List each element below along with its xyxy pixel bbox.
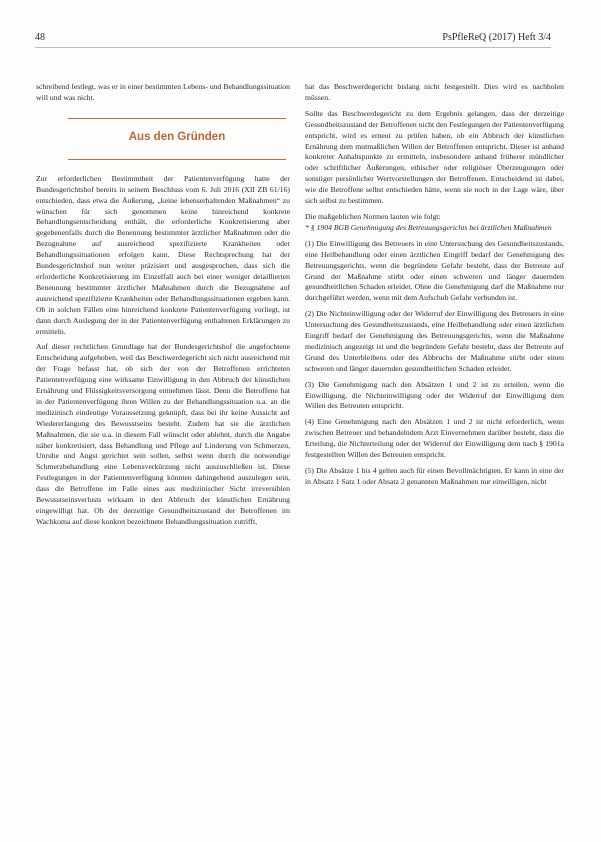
norm-paragraph: (5) Die Absätze 1 bis 4 gelten auch für einen Bevollmächtigten. Er kann in eine der in Absatz 1 Satz 1 oder Absatz 2 genannten Maßnahmen nur einwilligen, nicht (305, 466, 564, 486)
body-paragraph: Sollte das Beschwerdegericht zu dem Ergebnis gelangen, dass der derzeitige Gesundheitszustand der Betroffenen nicht den Festlegungen der Patientenverfügung entspricht, wird es erneut zu prüfen haben, ob ein Abbruch der künstlichen Ernährung dem mutmaßlichen Willen der Betroffenen entspricht. Dieser ist anhand konkreter Anhaltspunkte zu ermitteln, insbesondere anhand früherer mündlicher oder schriftlicher Äußerungen, ethischer oder religiöser Überzeugungen oder sonstiger persönlicher Wertvorstellungen der Betroffenen. Entscheidend ist dabei, wie die Betroffene selbst entschieden hätte, wenn sie noch in der Lage wäre, über sich selbst zu bestimmen. (305, 108, 564, 206)
left-column (36, 82, 290, 533)
journal-reference: PsPfleReQ (2017) Heft 3/4 (442, 32, 551, 43)
header-rule (35, 47, 551, 48)
left-intro-paragraph: schreibend festlegt, was er in einer bestimmten Lebens- und Behandlungssituation will und was nicht. (36, 82, 290, 102)
right-intro-paragraph: hat das Beschwerdegericht bislang nicht festgestellt. Dies wird es nachholen müssen. (305, 82, 564, 102)
norms-title: * § 1904 BGB Genehmigung des Betreuungsgerichts bei ärztlichen Maßnahmen (305, 222, 552, 232)
section-rule-top (68, 118, 286, 119)
norm-paragraph: (2) Die Nichteinwilligung oder der Widerruf der Einwilligung des Betreuers in eine Untersuchung des Gesundheitszustands, eine Heilbehandlung oder einen ärztlichen Eingriff bedarf der Genehmigung des Betreuungsgerichts, wenn die Maßnahme medizinisch angezeigt ist und die begründete Gefahr besteht, dass der Betreute auf Grund des Unterbleibens oder des Abbruchs der Maßnahme stirbt oder einen schweren und länger dauernden gesundheitlichen Schaden erleidet. (305, 309, 564, 373)
section-rule-bottom (68, 159, 286, 160)
section-heading-box (68, 118, 286, 160)
page-number: 48 (35, 32, 45, 43)
section-heading: Aus den Gründen (128, 130, 226, 143)
right-column (305, 82, 564, 493)
norm-paragraph: (1) Die Einwilligung des Betreuers in eine Untersuchung des Gesundheitszustands, eine Heilbehandlung oder einen ärztlichen Eingriff bedarf der Genehmigung des Betreuungsgerichts, wenn die begründete Gefahr besteht, dass der Betreute auf Grund der Maßnahme stirbt oder einen schweren und länger dauernden gesundheitlichen Schaden erleidet. Ohne die Genehmigung darf die Maßnahme nur durchgeführt werden, wenn mit dem Aufschub Gefahr verbunden ist. (305, 238, 564, 303)
norm-paragraph: (4) Eine Genehmigung nach den Absätzen 1 und 2 ist nicht erforderlich, wenn zwischen Betreuer und behandelndem Arzt Einvernehmen darüber besteht, dass die Erteilung, die Nichterteilung oder der Widerruf der Einwilligung dem nach § 1901a festgestellten Willen des Betreuten entspricht. (305, 417, 564, 460)
norms-intro: Die maßgeblichen Normen lauten wie folgt: (305, 211, 441, 221)
body-paragraph: Auf dieser rechtlichen Grundlage hat der Bundesgerichtshof die angefochtene Entscheidung aufgehoben, weil das Beschwerdegericht sich nicht ausreichend mit der Frage befasst hat, ob sich der von der Betroffenen errichteten Patientenverfügung eine wirksame Einwilligung in den Abbruch der künstlichen Ernährung und Flüssigkeitsversorgung entnehmen lässt. Denn die Betroffene hat in der Patientenverfügung ihren Willen zu der Behandlungssituation u.a. an die medizinisch eindeutige Voraussetzung geknüpft, dass bei ihr keine Aussicht auf Wiedererlangung des Bewusstseins besteht. Zudem hat sie die ärztlichen Maßnahmen, die sie u.a. in diesem Fall wünscht oder ablehnt, durch die Angabe näher konkretisiert, dass Behandlung und Pflege auf Linderung von Schmerzen, Unruhe und Angst gerichtet sein sollen, selbst wenn durch die notwendige Schmerzbehandlung eine Lebensverkürzung nicht auszuschließen ist. Diese Festlegungen in der Patientenverfügung könnten dahingehend auszulegen sein, dass die Betroffene im Falle eines aus medizinischer Sicht irreversiblen Bewusstseinsverlusts wirksam in den Abbruch der künstlichen Ernährung eingewilligt hat. Ob der derzeitige Gesundheitszustand der Betroffenen im Wachkoma auf diese konkret bezeichnete Behandlungssituation zutrifft, (36, 342, 290, 526)
body-paragraph: Zur erforderlichen Bestimmtheit der Patientenverfügung hatte der Bundesgerichtshof bereits in seinem Beschluss vom 6. Juli 2016 (XII ZB 61/16) entschieden, dass etwa die Äußerung, „keine lebenserhaltenden Maßnahmen“ zu wünschen für sich genommen keine hinreichend konkrete Behandlungsentscheidung enthält, die erforderliche Konkretisierung aber gegebenenfalls durch die Benennung bestimmter ärztlicher Maßnahmen oder die Bezugnahme auf ausreichend spezifizierte Krankheiten oder Behandlungssituationen erfolgen kann. Diese Rechtsprechung hat der Bundesgerichtshof nun weiter präzisiert und ausgesprochen, dass sich die erforderliche Konkretisierung im Einzelfall auch bei einer weniger detaillierten Benennung bestimmter ärztlicher Maßnahmen durch die Bezugnahme auf ausreichend spezifizierte Krankheiten oder Behandlungssituationen ergeben kann. Ob in solchen Fällen eine hinreichend konkrete Patientenverfügung vorliegt, ist dann durch Auslegung der in der Patientenverfügung enthaltenen Erklärungen zu ermitteln. (36, 173, 290, 336)
norm-paragraph: (3) Die Genehmigung nach den Absätzen 1 und 2 ist zu erteilen, wenn die Einwilligung, die Nichteinwilligung oder der Widerruf der Einwilligung dem Willen des Betreuten entspricht. (305, 379, 564, 411)
